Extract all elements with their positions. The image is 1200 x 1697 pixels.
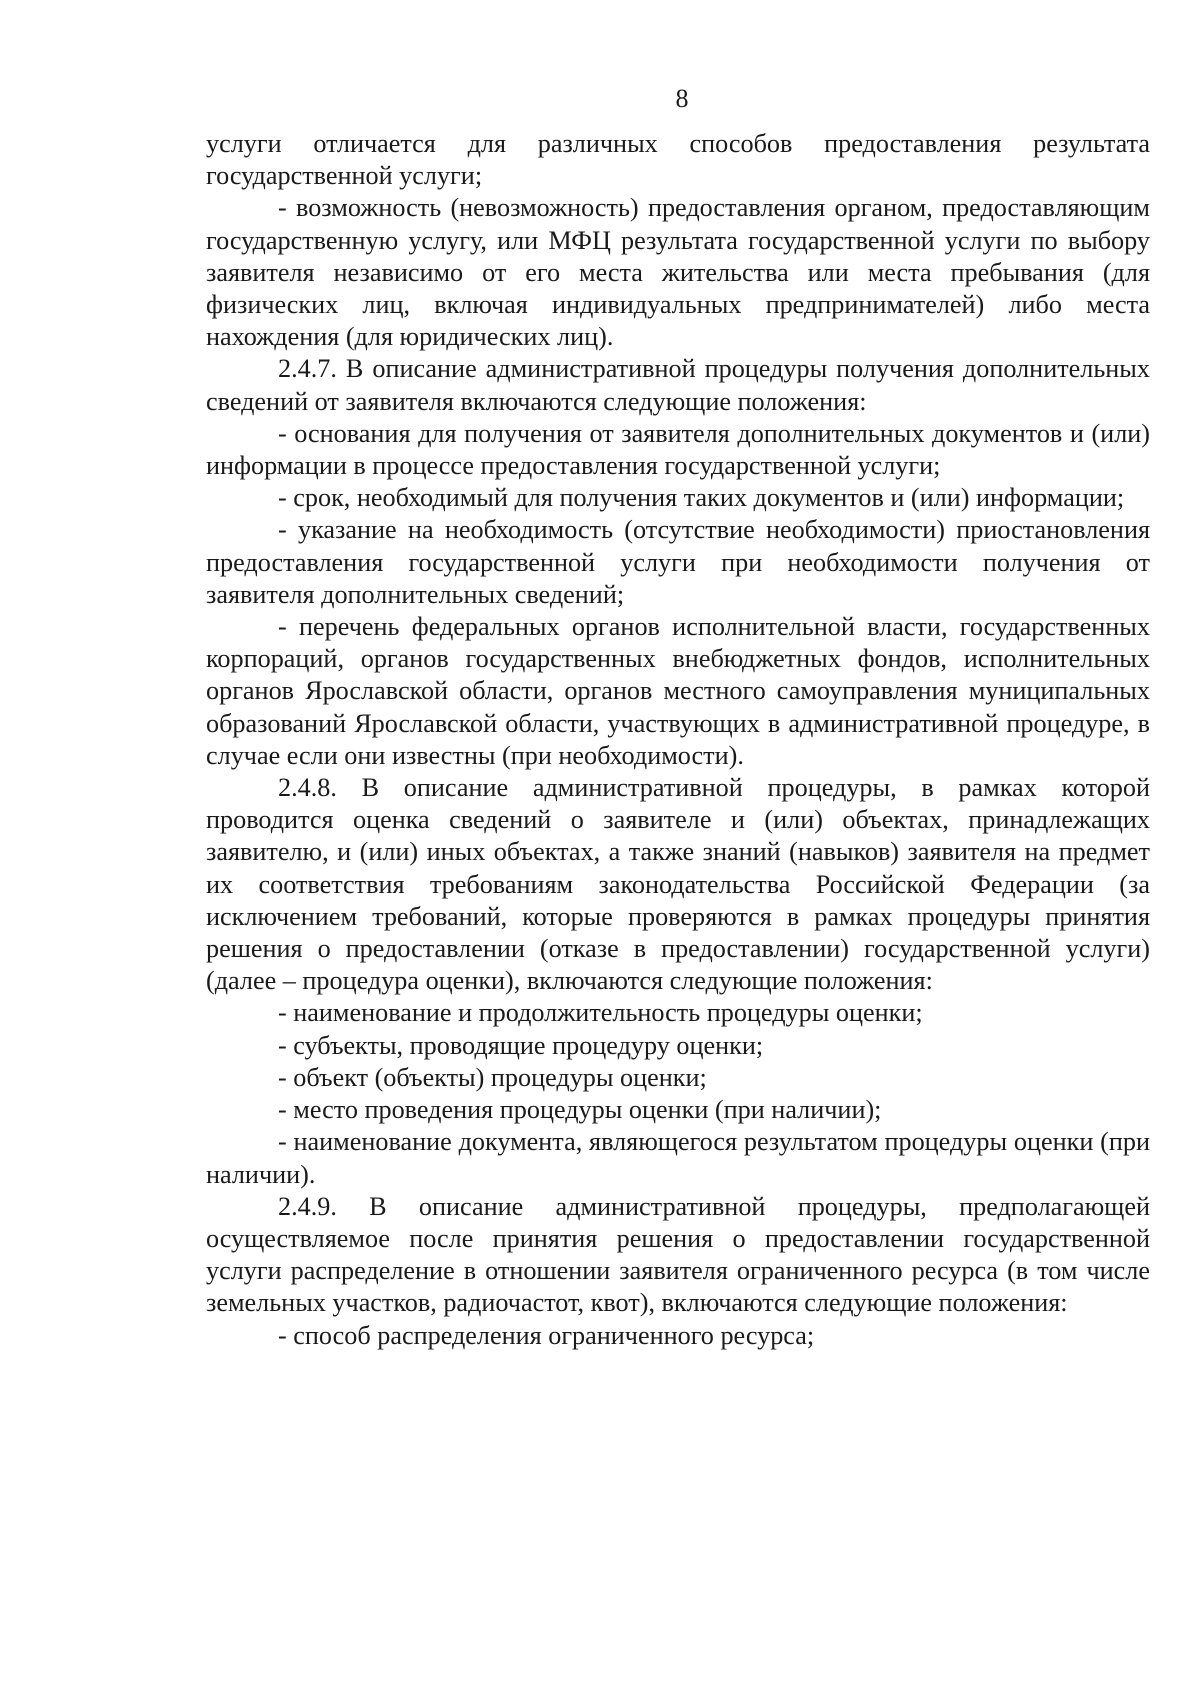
paragraph: - основания для получения от заявителя дополнительных документов и (или) информации в процессе предоставления государственной услуги; <box>206 418 1150 481</box>
document-body <box>206 128 1150 1352</box>
paragraph: - срок, необходимый для получения таких документов и (или) информации; <box>278 483 1125 513</box>
page-number: 8 <box>675 84 689 113</box>
paragraph: - объект (объекты) процедуры оценки; <box>278 1062 707 1092</box>
paragraph-2-4-9: 2.4.9. В описание административной процедуры, предполагающей осуществляемое после принятия решения о предоставлении государственной услуги распределение в отношении заявителя ограниченного ресурса (в том числе земельных участков, радиочастот, квот), включаются следующие положения: <box>206 1191 1150 1318</box>
paragraph: - перечень федеральных органов исполнительной власти, государственных корпораций, органов государственных внебюджетных фондов, исполнительных органов Ярославской области, органов местного самоуправления муниципальных образований Ярославской области, участвующих в административной процедуре, в случае если они известны (при необходимости). <box>206 612 1150 770</box>
paragraph-2-4-8: 2.4.8. В описание административной процедуры, в рамках которой проводится оценка сведений о заявителе и (или) объектах, принадлежащих заявителю, и (или) иных объектах, а также знаний (навыков) заявителя на предмет их соответствия требованиям законодательства Российской Федерации (за исключением требований, которые проверяются в рамках процедуры принятия решения о предоставлении (отказе в предоставлении) государственной услуги) (далее – процедура оценки), включаются следующие положения: <box>206 773 1150 996</box>
paragraph: - наименование документа, являющегося результатом процедуры оценки (при наличии). <box>206 1127 1150 1189</box>
paragraph: - способ распределения ограниченного ресурса; <box>278 1320 815 1350</box>
paragraph: - возможность (невозможность) предоставления органом, предоставляющим государственную услугу, или МФЦ результата государственной услуги по выбору заявителя независимо от его места жительства или места пребывания (для физических лиц, включая индивидуальных предпринимателей) либо места нахождения (для юридических лиц). <box>206 193 1150 352</box>
paragraph: - указание на необходимость (отсутствие необходимости) приостановления предоставления государственной услуги при необходимости получения от заявителя дополнительных сведений; <box>206 515 1150 609</box>
paragraph: услуги отличается для различных способов предоставления результата государственной услуги; <box>206 129 1150 191</box>
paragraph: - субъекты, проводящие процедуру оценки; <box>278 1030 764 1060</box>
paragraph: - наименование и продолжительность процедуры оценки; <box>278 998 923 1028</box>
paragraph-2-4-7: 2.4.7. В описание административной процедуры получения дополнительных сведений от заявителя включаются следующие положения: <box>206 354 1150 416</box>
paragraph: - место проведения процедуры оценки (при наличии); <box>278 1095 882 1125</box>
